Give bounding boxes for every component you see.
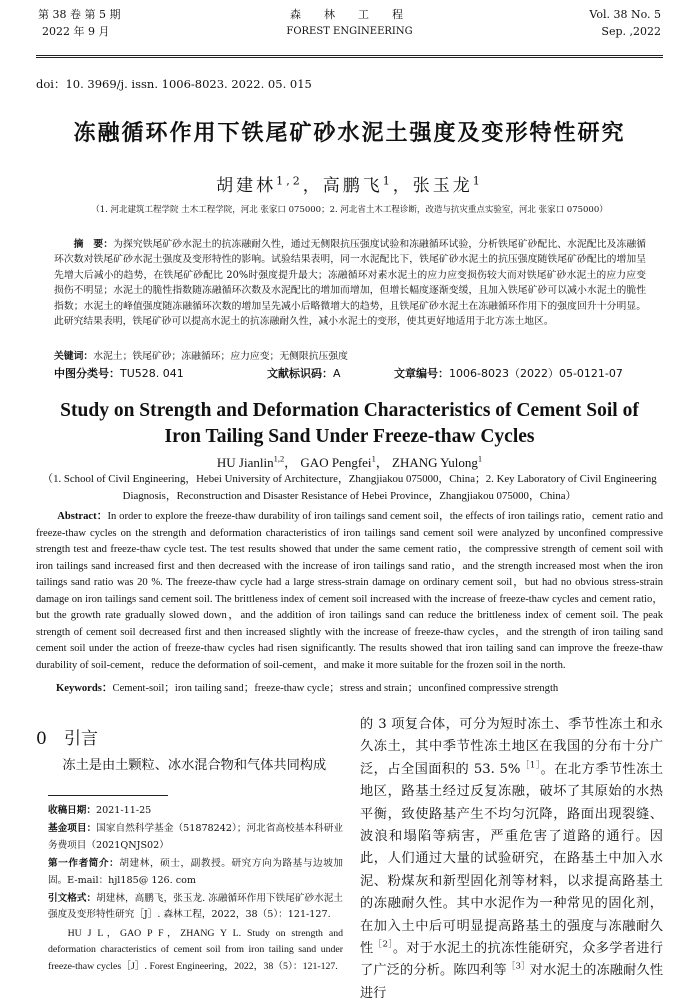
keywords-en [56,680,663,695]
footnotes [48,803,343,977]
running-header [0,6,699,56]
date-cn: 2022 年 9 月 [42,25,110,38]
author-cn-3: 张玉龙 [412,176,473,196]
header-right [589,6,661,40]
keywords-cn-text: 水泥土；铁尾矿砂；冻融循环；应力应变；无侧限抗压强度 [93,351,348,362]
title-en-line-2: Iron Tailing Sand Under Freeze-thaw Cycles [164,426,535,447]
footnote-citation-en: HU J L，GAO P F，ZHANG Y L. Study on strength and deformation characteristics of cement soil from iron tailing sand under freeze-thaw cycles［J］. Forest Engineering，2022，38（5）：121-127. [48,927,343,972]
section-heading [36,724,98,749]
document-code: 文献标识码：A [267,367,341,380]
author-cn-1: 胡建林 [216,176,277,196]
citation-ref-3[interactable]: ［3］ [506,962,530,973]
volume-cn: 第 38 卷 第 5 期 [38,8,121,21]
footnote-funding: 基金项目：国家自然科学基金（51878242）；河北省高校基本科研业务费项目（2021QNJS02） [48,823,344,851]
journal-cn: 森 林 工 程 [290,8,409,21]
clc-number: 中图分类号：TU528. 041 [54,367,184,380]
abstract-en-text: In order to explore the freeze-thaw durability of iron tailings sand cement soil，the effects of iron tailings ratio，cement ratio and freeze-thaw cycles on the strength and deformation characteristics of iron tailings sand cement soil were analyzed by unconfined compressive strength test and freeze-thaw cycle test. The test results showed that under the same cement ratio，the compressive strength of cement soil with iron tailings sand increased first and then decreased with the increase of iron tailings sand ratio，and the strength increased most when the iron tailings sand ratio was 20 %. The freeze-thaw cycle had a large stress-strain damage on ordinary cement soil，but had no obvious stress-strain damage on iron tailings sand cement soil. The brittleness index of cement soil increased with the increase of freeze-thaw cycles and cement ratio，but the growth rate gradually slowed down，and the addition of iron tailings sand can reduce the brittleness index of cement soil. The peak strength of cement soil decreased first and then increased slightly with the increase of freeze-thaw cycles，and the strength of iron tailing sand cement soil under the action of freeze-thaw cycles had risen significantly. The results showed that iron tailing sand can improve the freeze-thaw durability of soil-cement，reduce the deformation of soil-cement，and make it more suitable for the frozen soil in the north. [36,511,664,671]
body-text-2: 。在北方季节性冻土地区，路基土经过反复冻融，破坏了其原始的水热平衡，致使路基产生不均匀沉降，路面出现裂缝、波浪和塌陷等病害，严重危害了道路的通行。因此，人们通过大量的试验研究，在路基土中加入水泥、粉煤灰和新型固化剂等材料，以求提高路基土的冻融耐久性。其中水泥作为一种常见的固化剂，在加入土中后可明显提高路基土的强度与冻融耐久性 [360,761,664,957]
header-rule-top [36,55,663,56]
author-en-2: GAO Pengfei [300,455,372,470]
abstract-en-label: Abstract： [57,511,108,522]
journal-en: FOREST ENGINEERING [286,26,413,37]
header-rule-bottom [36,57,663,58]
author-cn-2: 高鹏飞 [322,176,383,196]
footnote-citation-cn: 引文格式：胡建林，高鹏飞，张玉龙. 冻融循环作用下铁尾矿砂水泥土强度及变形特性研究［J］. 森林工程，2022，38（5）：121-127. [48,893,343,921]
keywords-cn-label: 关键词： [54,351,94,362]
citation-ref-1[interactable]: ［1］ [520,760,541,771]
keywords-en-text: Cement-soil；iron tailing sand；freeze-thaw cycle；stress and strain；unconfined compressive strength [112,683,559,694]
volume-en: Vol. 38 No. 5 [589,8,661,21]
abstract-en [36,509,663,674]
body-text-3: 。对于水泥土的抗冻性能研究，众多学者进行了广泛的分析。陈四利等 [360,941,664,979]
footnote-received: 收稿日期：2021-11-25 [48,805,152,816]
title-en [0,398,699,450]
author-cn-2-sup: 1 [382,174,393,188]
date-en: Sep. ,2022 [601,25,661,38]
affiliation-en: （1. School of Civil Engineering，Hebei University of Architecture，Zhangjiakou 075000，China；2. Key Laboratory of Civil Engineering Diagnosis，Reconstruction and Disaster Resistance of Hebei Province，Zhangjiakou 075000，China） [42,473,657,502]
body-right-column [360,714,663,1005]
title-cn: 冻融循环作用下铁尾矿砂水泥土强度及变形特性研究 [73,121,626,146]
section-number: 0 [36,729,47,749]
authors-cn: 胡建林$^{1,2}$，高鹏飞$^1$，张玉龙$^1$ [216,174,483,196]
abstract-cn-label: 摘 要： [73,239,114,250]
author-en-3-sup: 1 [477,453,483,464]
doi[interactable]: doi：10. 3969/j. issn. 1006-8023. 2022. 05. 015 [36,77,312,91]
intro-paragraph-start: 冻土是由土颗粒、冰水混合物和气体共同构成 [62,758,327,773]
keywords-cn [54,348,646,362]
article-number: 文章编号：1006-8023（2022）05-0121-07 [394,367,623,380]
abstract-cn [54,237,646,329]
section-title: 引言 [64,729,98,749]
author-en-1-sup: 1,2 [273,453,285,464]
abstract-cn-text: 为探究铁尾矿砂水泥土的抗冻融耐久性，通过无侧限抗压强度试验和冻融循环试验，分析铁尾矿砂配比、水泥配比及冻融循环次数对铁尾矿砂水泥土强度及变形特性的影响。试验结果表明，同一水泥配比下，铁尾矿砂水泥土的抗压强度随铁尾矿砂配比的增加呈先增大后减小的趋势，在铁尾矿砂配比 20%时强度提升最大；冻融循环对素水泥土的应力应变损伤较大而对铁尾矿砂水泥土的应力应变损伤不明显；水泥土的脆性指数随冻融循环次数及水泥配比的增加而增加，但增长幅度逐渐变缓，且加入铁尾矿砂可以减小水泥土的脆性指数；水泥土的峰值强度随冻融循环次数的增加呈先减小后略微增大的趋势，且铁尾矿砂水泥土在冻融循环作用下的强度回升十分明显。此研究结果表明，铁尾矿砂可以提高水泥土的抗冻融耐久性，减小水泥土的变形，使其更好地适用于北方冻土地区。 [54,239,647,328]
body-text-4: 对水泥土的冻融耐久性进行 [360,963,664,1001]
citation-ref-2[interactable]: ［2］ [373,939,393,950]
author-en-3: ZHANG Yulong [392,455,478,470]
authors-en: HU Jianlin$^{1,2}$， GAO Pengfei$^1$， ZHANG Yulong$^1$ [216,453,483,470]
footnote-first-author: 第一作者简介：胡建林，硕士，副教授。研究方向为路基与边坡加固。E-mail：hjl185@ 126. com [48,858,344,886]
body-text-1: 的 3 项复合体，可分为短时冻土、季节性冻土和永久冻土，其中季节性冻土地区在我国的分布十分广泛，占全国面积的 53. 5% [360,717,663,777]
affiliation-cn: （1. 河北建筑工程学院 土木工程学院，河北 张家口 075000；2. 河北省土木工程诊断，改造与抗灾重点实验室，河北 张家口 075000） [91,205,608,215]
footnote-rule [48,795,168,796]
author-cn-1-sup: 1,2 [276,174,303,188]
title-en-line-1: Study on Strength and Deformation Characteristics of Cement Soil of [60,400,639,421]
author-en-1: HU Jianlin [216,455,274,470]
keywords-en-label: Keywords： [56,683,113,694]
author-cn-3-sup: 1 [472,174,483,188]
author-en-2-sup: 1 [371,453,376,464]
